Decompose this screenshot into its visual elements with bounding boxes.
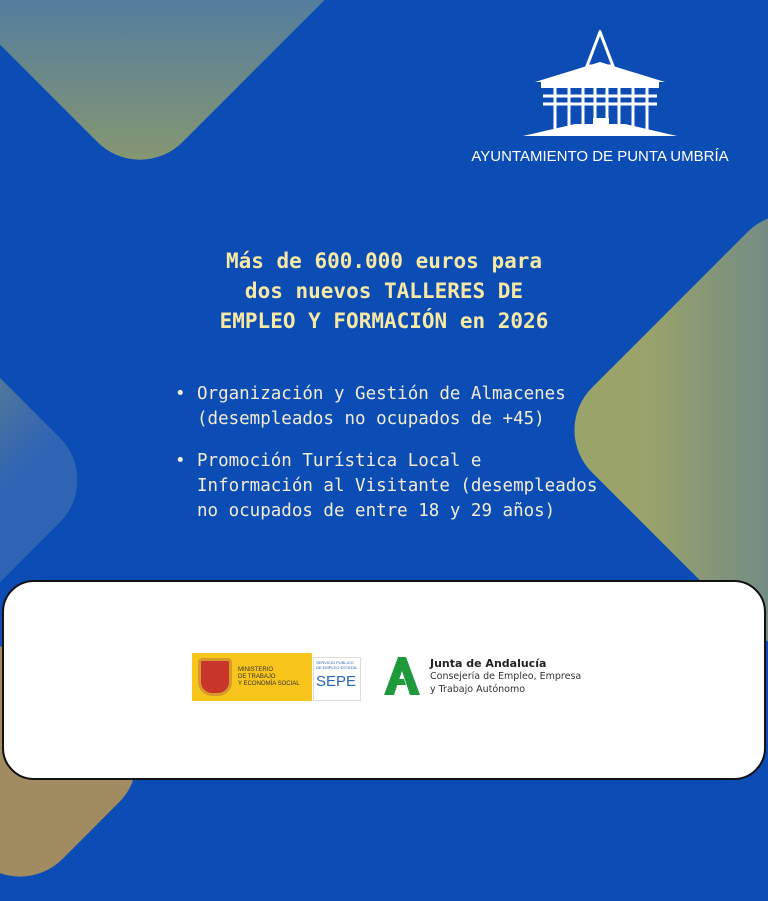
junta-line: y Trabajo Autónomo: [430, 683, 526, 695]
sepe-text: SEPE: [316, 673, 357, 690]
sepe-subtitle: SERVICIO PÚBLICO DE EMPLEO ESTATAL: [316, 660, 358, 670]
ministerio-logo: [192, 653, 312, 701]
junta-a-icon: [380, 655, 422, 697]
coat-of-arms-icon: [198, 658, 232, 696]
list-item-line: Información al Visitante (desempleados: [197, 476, 598, 496]
list-item-line: • Promoción Turística Local e: [197, 451, 482, 471]
headline-line: Más de 600.000 euros para: [225, 249, 543, 273]
junta-logo: [380, 655, 581, 697]
workshop-list: [175, 382, 597, 541]
ministerio-line: MINISTERIO: [238, 666, 274, 673]
list-item-line: • Organización y Gestión de Almacenes: [197, 384, 566, 404]
junta-line: Consejería de Empleo, Empresa: [430, 670, 582, 682]
ministerio-line: DE TRABAJO: [238, 673, 276, 680]
junta-title: Junta de Andalucía: [430, 656, 547, 670]
list-item: [175, 382, 597, 432]
ayuntamiento-name: AYUNTAMIENTO DE PUNTA UMBRÍA: [471, 148, 729, 165]
headline-line: EMPLEO Y FORMACIÓN en 2026: [219, 309, 549, 333]
building-icon: [515, 30, 685, 140]
ayuntamiento-logo: [470, 30, 730, 165]
headline: [0, 246, 768, 336]
headline-line: dos nuevos TALLERES DE: [244, 279, 524, 303]
list-item: [175, 449, 597, 524]
list-item-line: (desempleados no ocupados de +45): [197, 409, 545, 429]
decor-shape-top-left: [0, 0, 395, 185]
ministerio-line: Y ECONOMÍA SOCIAL: [238, 680, 300, 687]
list-item-line: no ocupados de entre 18 y 29 años): [197, 501, 556, 521]
sepe-logo: [313, 657, 361, 701]
